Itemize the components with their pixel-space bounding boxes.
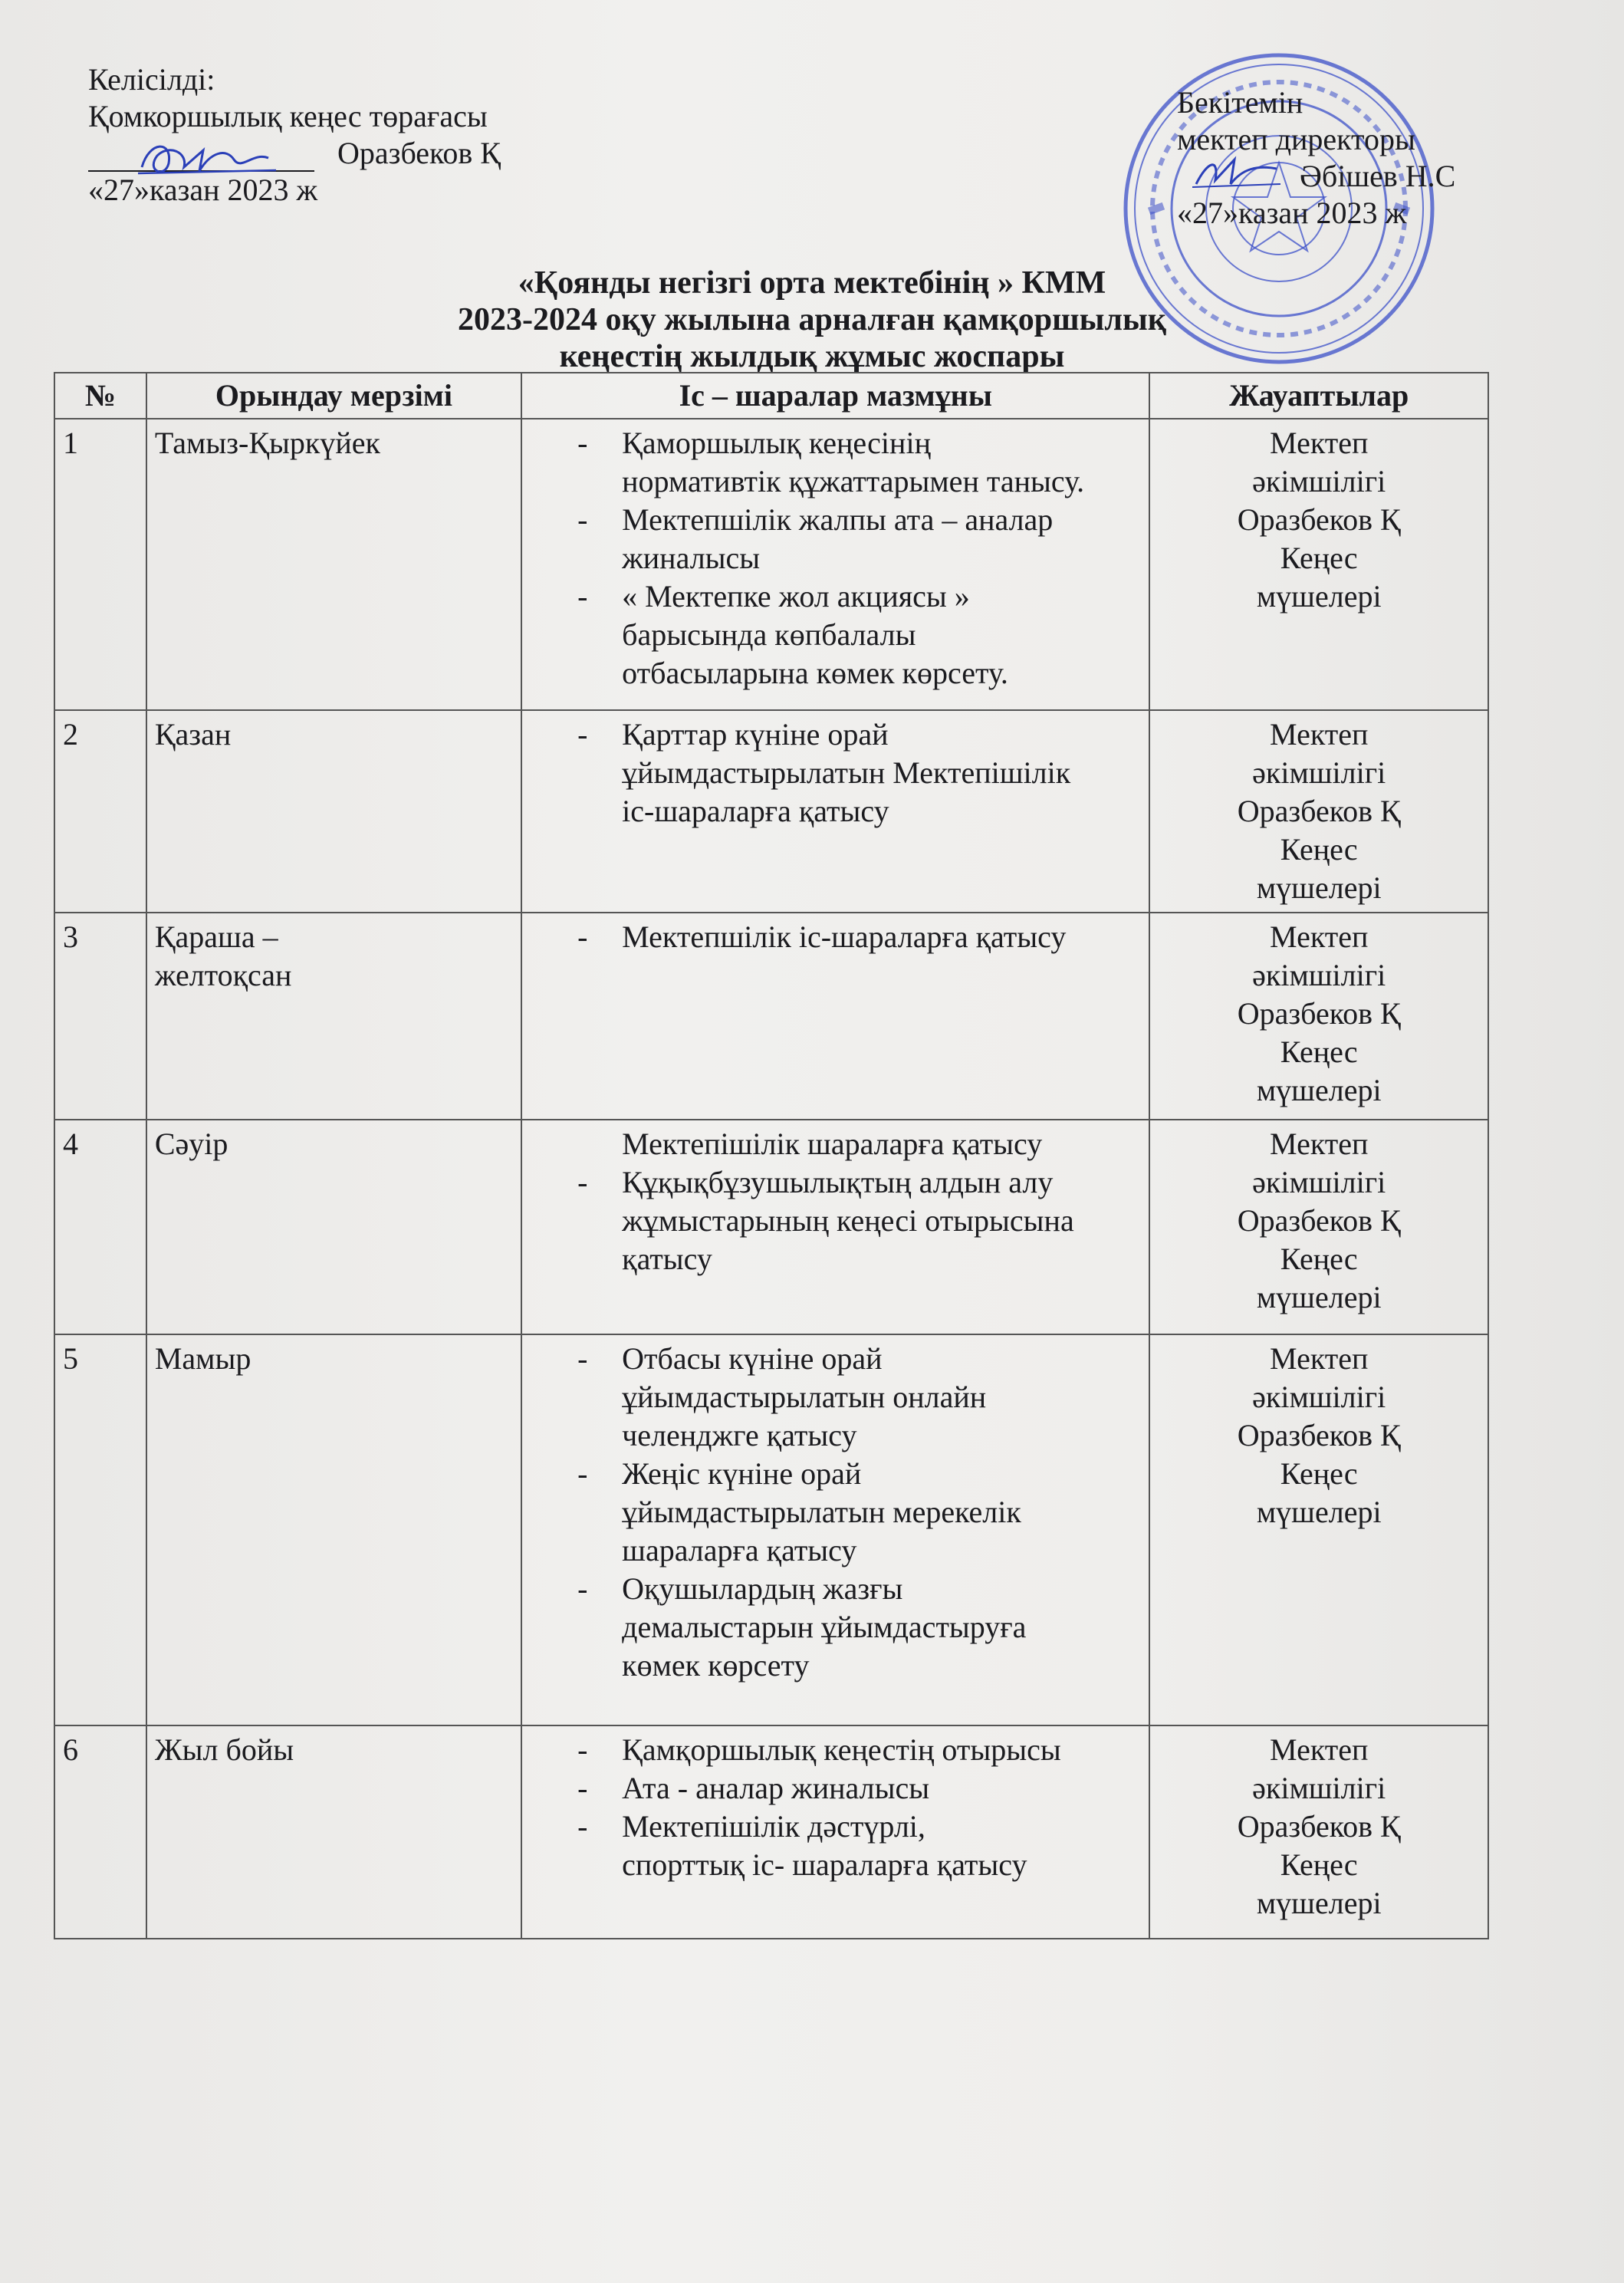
responsible-line: мүшелері (1256, 870, 1382, 905)
row-activities (521, 1725, 1149, 1939)
activity-item (577, 1163, 1141, 1278)
row-period (146, 913, 521, 1120)
activity-line: ұйымдастырылатын онлайн (622, 1380, 987, 1414)
period-line: Қазан (154, 717, 232, 752)
bullet-dash-icon: - (577, 426, 588, 460)
row-period (146, 1725, 521, 1939)
activity-item (577, 1455, 1141, 1570)
director-title: мектеп директоры (1177, 122, 1415, 156)
bullet-dash-icon: - (577, 1456, 588, 1491)
responsible-line: әкімшілігі (1252, 1771, 1386, 1805)
council-chair-title: Қомкоршылық кеңес төрағасы (88, 99, 488, 133)
activity-line: Отбасы күніне орай (622, 1341, 883, 1376)
row-period (146, 1120, 521, 1334)
row-number: 2 (54, 710, 146, 913)
activity-line: барысында көпбалалы (622, 617, 916, 652)
activity-line: Ата - аналар жиналысы (622, 1771, 930, 1805)
table-row (54, 419, 1488, 710)
chair-signature-line (88, 135, 501, 172)
responsible-line: әкімшілігі (1252, 958, 1386, 992)
responsible-line: әкімшілігі (1252, 755, 1386, 790)
column-header-number: № (54, 373, 146, 419)
activity-line: спорттық іс- шараларға қатысу (622, 1847, 1027, 1882)
responsible-line: әкімшілігі (1252, 1380, 1386, 1414)
bullet-dash-icon: - (577, 1732, 588, 1767)
director-name: Әбішев Н.С (1300, 159, 1456, 193)
approve-label: Бекітемін (1177, 85, 1303, 120)
responsible-line: мүшелері (1256, 1886, 1382, 1920)
row-responsible (1149, 1725, 1488, 1939)
activity-line: Мектепішілік шараларға қатысу (622, 1127, 1043, 1161)
period-line: Сәуір (154, 1127, 228, 1161)
row-activities (521, 1334, 1149, 1725)
signature-icon (1192, 153, 1284, 192)
responsible-line: Оразбеков Қ (1237, 1418, 1401, 1452)
bullet-dash-icon: - (577, 1771, 588, 1805)
activity-item (577, 1340, 1141, 1455)
row-responsible (1149, 710, 1488, 913)
activity-list (530, 1731, 1141, 1884)
row-responsible (1149, 1334, 1488, 1725)
period-line: Мамыр (154, 1341, 251, 1376)
responsible-line: Мектеп (1270, 717, 1369, 752)
activity-line: демалыстарын ұйымдастыруға (622, 1610, 1027, 1644)
bullet-dash-icon: - (577, 919, 588, 954)
row-responsible (1149, 913, 1488, 1120)
activity-line: Құқықбұзушылықтың алдын алу (622, 1165, 1054, 1199)
activity-item (577, 1570, 1141, 1685)
activity-list (530, 424, 1141, 692)
activity-line: челенджге қатысу (622, 1418, 857, 1452)
responsible-line: Кеңес (1280, 1035, 1358, 1069)
activity-line: нормативтік құжаттарымен танысу. (622, 464, 1085, 498)
column-header-period: Орындау мерзімі (146, 373, 521, 419)
row-period (146, 1334, 521, 1725)
bullet-dash-icon: - (577, 1165, 588, 1199)
bullet-dash-icon: - (577, 1341, 588, 1376)
responsible-line: Мектеп (1270, 919, 1369, 954)
work-plan-table (54, 372, 1489, 1939)
bullet-dash-icon: - (577, 1571, 588, 1606)
responsible-line: Оразбеков Қ (1237, 1809, 1401, 1844)
responsible-line: Оразбеков Қ (1237, 996, 1401, 1031)
bullet-dash-icon: - (577, 1809, 588, 1844)
table-row (54, 1120, 1488, 1334)
director-date: «27»казан 2023 ж (1177, 196, 1407, 230)
activity-list (530, 1340, 1141, 1685)
activity-item (577, 918, 1141, 956)
row-activities (521, 419, 1149, 710)
activity-line: жиналысы (622, 541, 761, 575)
title-line-3: кеңестің жылдық жұмыс жоспары (559, 339, 1065, 374)
table-header-row (54, 373, 1488, 419)
bullet-dash-icon: - (577, 717, 588, 752)
document-title (0, 265, 1624, 375)
activity-line: Мектепшілік жалпы ата – аналар (622, 502, 1054, 537)
column-header-responsible: Жауаптылар (1149, 373, 1488, 419)
activity-item (577, 577, 1141, 692)
row-activities (521, 913, 1149, 1120)
row-number: 4 (54, 1120, 146, 1334)
row-period (146, 710, 521, 913)
row-number: 5 (54, 1334, 146, 1725)
activity-line: « Мектепке жол акциясы » (622, 579, 970, 614)
activity-item (577, 715, 1141, 831)
period-line: Жыл бойы (154, 1732, 294, 1767)
director-signature-line (1177, 158, 1455, 195)
activity-line: отбасыларына көмек көрсету. (622, 656, 1008, 690)
activity-list (530, 715, 1141, 831)
activity-line: көмек көрсету (622, 1648, 810, 1683)
table-row (54, 1725, 1488, 1939)
responsible-line: Оразбеков Қ (1237, 1203, 1401, 1238)
table-row (54, 913, 1488, 1120)
responsible-line: Кеңес (1280, 1242, 1358, 1276)
activity-line: Мектепішілік дәстүрлі, (622, 1809, 925, 1844)
period-line: желтоқсан (154, 958, 292, 992)
activity-item (577, 501, 1141, 577)
row-responsible (1149, 1120, 1488, 1334)
column-header-activities: Іс – шаралар мазмұны (521, 373, 1149, 419)
responsible-line: Мектеп (1270, 1341, 1369, 1376)
activity-line: Қамқоршылық кеңестің отырысы (622, 1732, 1061, 1767)
activity-line: Мектепшілік іс-шараларға қатысу (622, 919, 1067, 954)
row-number: 3 (54, 913, 146, 1120)
activity-line: ұйымдастырылатын мерекелік (622, 1495, 1021, 1529)
responsible-line: Кеңес (1280, 832, 1358, 867)
row-number: 6 (54, 1725, 146, 1939)
bullet-dash-icon: - (577, 579, 588, 614)
activity-item (622, 1125, 1141, 1163)
responsible-line: Мектеп (1270, 426, 1369, 460)
responsible-line: мүшелері (1256, 579, 1382, 614)
responsible-line: мүшелері (1256, 1495, 1382, 1529)
activity-item (577, 1808, 1141, 1884)
responsible-line: Кеңес (1280, 541, 1358, 575)
responsible-line: Кеңес (1280, 1847, 1358, 1882)
activity-line: ұйымдастырылатын Мектепішілік (622, 755, 1071, 790)
chair-signature (88, 144, 314, 172)
title-line-1: «Қоянды негізгі орта мектебінің » КММ (518, 265, 1106, 301)
agreed-label: Келісілді: (88, 62, 215, 97)
activity-list (530, 1125, 1141, 1278)
row-activities (521, 710, 1149, 913)
row-responsible (1149, 419, 1488, 710)
responsible-line: әкімшілігі (1252, 464, 1386, 498)
activity-item (577, 1731, 1141, 1769)
responsible-line: Мектеп (1270, 1732, 1369, 1767)
bullet-dash-icon: - (577, 502, 588, 537)
chair-name: Оразбеков Қ (337, 136, 501, 170)
responsible-line: Кеңес (1280, 1456, 1358, 1491)
activity-item (577, 1769, 1141, 1808)
signature-icon (134, 137, 288, 183)
period-line: Қараша – (154, 919, 278, 954)
activity-line: Оқушылардың жазғы (622, 1571, 903, 1606)
activity-line: іс-шараларға қатысу (622, 794, 889, 828)
title-line-2: 2023-2024 оқу жылына арналған қамқоршылық (458, 302, 1166, 337)
approval-block-right (1177, 84, 1455, 232)
responsible-line: Оразбеков Қ (1237, 794, 1401, 828)
activity-list (530, 918, 1141, 956)
responsible-line: әкімшілігі (1252, 1165, 1386, 1199)
responsible-line: мүшелері (1256, 1280, 1382, 1314)
responsible-line: мүшелері (1256, 1073, 1382, 1107)
chair-date: «27»казан 2023 ж (88, 173, 318, 207)
row-number: 1 (54, 419, 146, 710)
activity-line: Қарттар күніне орай (622, 717, 889, 752)
table-row (54, 1334, 1488, 1725)
row-activities (521, 1120, 1149, 1334)
activity-line: шараларға қатысу (622, 1533, 857, 1568)
period-line: Тамыз-Қыркүйек (154, 426, 380, 460)
activity-item (577, 424, 1141, 501)
responsible-line: Мектеп (1270, 1127, 1369, 1161)
row-period (146, 419, 521, 710)
activity-line: жұмыстарының кеңесі отырысына (622, 1203, 1074, 1238)
activity-line: қатысу (622, 1242, 712, 1276)
table-row (54, 710, 1488, 913)
activity-line: Жеңіс күніне орай (622, 1456, 862, 1491)
approval-block-left (88, 61, 501, 209)
activity-line: Қаморшылық кеңесінің (622, 426, 931, 460)
responsible-line: Оразбеков Қ (1237, 502, 1401, 537)
